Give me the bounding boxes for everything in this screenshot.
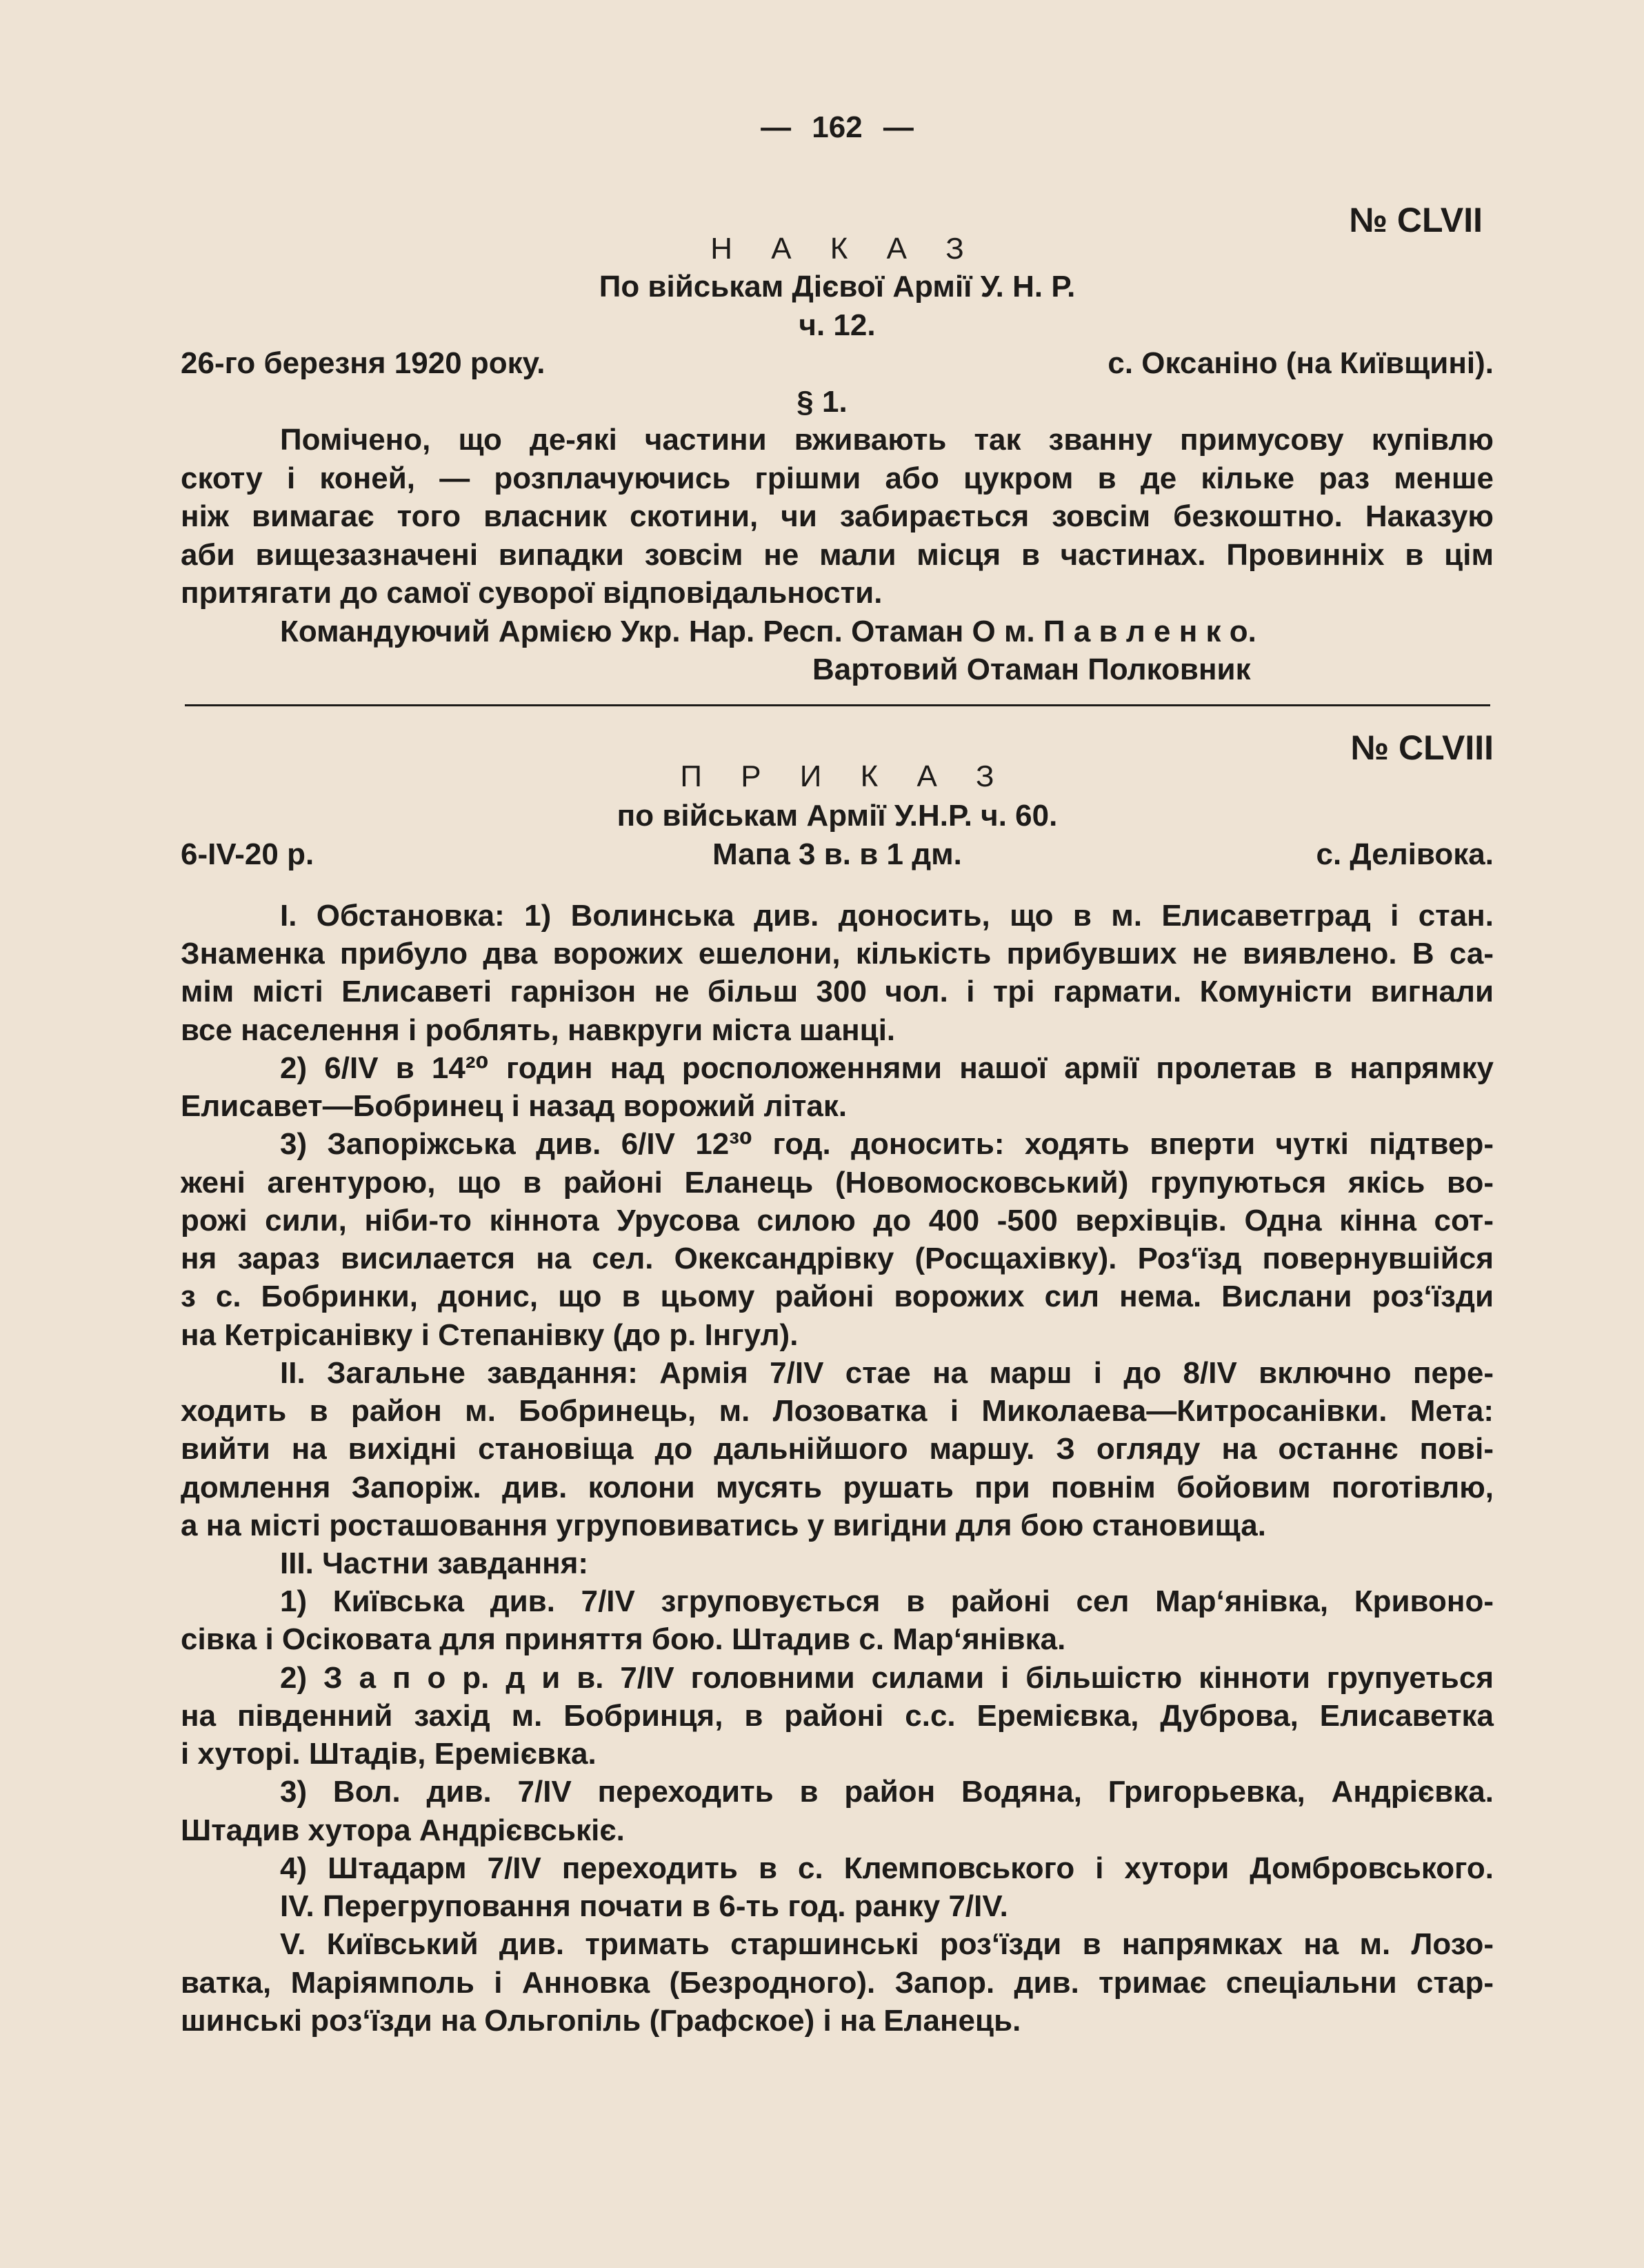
text-line: Елисавет—Бобринец і назад ворожий літак. xyxy=(181,1089,848,1124)
text-line: 3) Запоріжська див. 6/IV 12³⁰ год. доносить: ходять вперти чуткі підтвер- xyxy=(280,1127,1494,1162)
text-line: I. Обстановка: 1) Волинська див. доносить, що в м. Елисаветград і стан. xyxy=(280,899,1494,933)
document-part: ч. 12. xyxy=(799,308,876,342)
document-number: № CLVII xyxy=(1349,201,1483,239)
text-line: 2) З а п о р. д и в. 7/IV головними силами і більшістю кінноти групуеться xyxy=(280,1660,1494,1695)
text-line: Помічено, що де-які частини вживають так званну примусову купівлю xyxy=(280,423,1494,457)
document-subtitle: по військам Армії У.Н.Р. ч. 60. xyxy=(616,798,1058,833)
text-line: скоту і коней, — розплачуючись грішми або цукром в де кільке раз менше xyxy=(181,461,1494,495)
document-place: с. Оксаніно (на Київщині). xyxy=(1107,346,1494,381)
text-line: аби вищезазначені випадки зовсім не мали місця в частинах. Провинніх в цім xyxy=(181,537,1494,572)
signature-line: Командуючий Армією Укр. Нар. Респ. Отаман О м. П а в л е н к о. xyxy=(280,614,1256,648)
document-title: Н А К А З xyxy=(710,232,979,266)
document-number: № CLVIII xyxy=(1350,728,1494,767)
document-date: 26-го березня 1920 року. xyxy=(181,346,545,381)
text-line: жені агентурою, що в районі Еланець (Новомосковський) групуються якісь во- xyxy=(181,1165,1494,1200)
text-line: III. Частни завдання: xyxy=(280,1546,589,1580)
text-line: шинські роз‘їзди на Ольгопіль (Графское) і на Еланець. xyxy=(181,2003,1021,2038)
text-line: 1) Київська див. 7/IV згруповується в районі сел Мар‘янівка, Кривоно- xyxy=(280,1584,1494,1619)
date-map-place-row xyxy=(181,835,1494,875)
text-line: Штадив хутора Андрієвськіє. xyxy=(181,1813,625,1847)
text-line: ватка, Маріямполь і Анновка (Безродного). Запор. див. тримає спеціальни стар- xyxy=(181,1965,1494,2000)
document-place: с. Делівока. xyxy=(1316,837,1494,872)
page-number: — 162 — xyxy=(761,110,914,144)
section-heading: § 1. xyxy=(796,384,848,419)
text-line: 3) Вол. див. 7/IV переходить в район Водяна, Григорьевка, Андрієвка. xyxy=(280,1775,1494,1809)
text-line: а на місті росташовання угруповиватись у вигідни для бою становища. xyxy=(181,1508,1266,1542)
text-line: все населення і роблять, навкруги міста шанці. xyxy=(181,1013,896,1047)
order-header xyxy=(181,757,1494,875)
separator-rule xyxy=(185,704,1490,706)
text-line: на Кетрісанівку і Степанівку (до р. Інгул). xyxy=(181,1317,799,1352)
document-date: 6-IV-20 р. xyxy=(181,837,314,872)
text-line: IV. Перегруповання почати в 6-ть год. ранку 7/IV. xyxy=(280,1889,1008,1924)
text-line: на південний захід м. Бобринця, в районі с.с. Еремієвка, Дуброва, Елисаветка xyxy=(181,1698,1494,1733)
document-subtitle: По військам Дієвої Армії У. Н. Р. xyxy=(599,270,1076,304)
text-line: ня зараз висилается на сел. Окександрівку (Росщахівку). Роз‘їзд повернувшійся xyxy=(181,1242,1494,1276)
text-line: вийти на вихідні становіща до дальнійшого маршу. З огляду на останнє пові- xyxy=(181,1432,1494,1466)
text-line: рожі сили, ніби-то кіннота Урусова силою до 400 -500 верхівців. Одна кінна сот- xyxy=(181,1203,1494,1237)
text-line: мім місті Елисаветі гарнізон не більш 300 чол. і трі гармати. Комуністи вигнали xyxy=(181,975,1494,1009)
text-line: 2) 6/IV в 14²⁰ годин над росположеннями нашої армії пролетав в напрямку xyxy=(280,1051,1494,1085)
text-line: II. Загальне завдання: Армія 7/IV стае на марш і до 8/IV включно пере- xyxy=(280,1355,1494,1390)
order-prykaz-body xyxy=(181,897,1494,2040)
order-nakaz xyxy=(181,230,1494,688)
map-scale: Мапа 3 в. в 1 дм. xyxy=(712,837,962,872)
document-title: П Р И К А З xyxy=(680,759,1010,793)
signature-line: Вартовий Отаман Полковник xyxy=(812,652,1251,686)
text-line: ніж вимагає того власник скотини, чи забирається зовсім безкоштно. Наказую xyxy=(181,499,1494,534)
text-line: з с. Бобринки, донис, що в цьому районі ворожих сил нема. Вислани роз‘їзди xyxy=(181,1280,1494,1314)
text-line: ходить в район м. Бобринець, м. Лозоватка і Миколаева—Китросанівки. Мета: xyxy=(181,1394,1494,1429)
date-place-row xyxy=(181,344,1494,382)
text-line: 4) Штадарм 7/IV переходить в с. Клемповського і хутори Домбровського. xyxy=(280,1851,1494,1885)
text-line: V. Київський див. тримать старшинські роз‘їзди в напрямках на м. Лозо- xyxy=(280,1927,1494,1962)
text-line: Знаменка прибуло два ворожих ешелони, кількість прибувших не виявлено. В са- xyxy=(181,937,1494,971)
text-line: домлення Запоріж. див. колони мусять рушать при повнім бойовим поготівлю, xyxy=(181,1470,1494,1504)
text-line: і хуторі. Штадів, Еремієвка. xyxy=(181,1737,597,1771)
text-line: сівка і Осіковата для приняття бою. Штадив с. Мар‘янівка. xyxy=(181,1622,1066,1657)
text-line: притягати до самої суворої відповідальности. xyxy=(181,576,883,610)
